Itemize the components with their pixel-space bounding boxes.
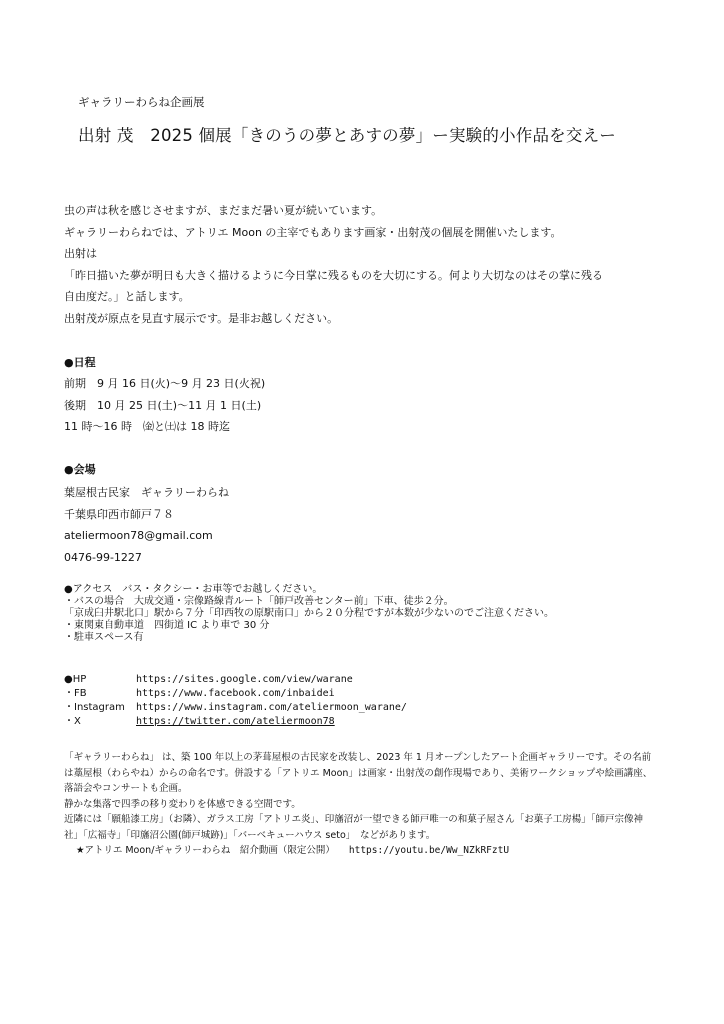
link-row-x	[64, 715, 407, 729]
venue-name: 葉屋根古民家 ギャラリーわらね	[64, 486, 229, 499]
link-label: ・FB	[64, 688, 87, 699]
links-section	[64, 673, 407, 729]
intro-line: 出射は	[64, 247, 97, 260]
hp-link[interactable]: https://sites.google.com/view/warane	[136, 674, 353, 685]
video-line	[64, 843, 664, 859]
schedule-section	[64, 373, 265, 438]
venue-email[interactable]: ateliermoon78@gmail.com	[64, 529, 213, 542]
about-line: 近隣には「願船漆工房」（お隣）、ガラス工房「アトリエ炎」、印旛沼が一望できる師戸唯一の和菓子屋さん「お菓子工房楊」「師戸宗像神	[64, 814, 644, 825]
access-line: ・東関東自動車道 四街道 IC より車で 30 分	[64, 620, 270, 631]
about-section	[64, 750, 664, 859]
schedule-line: 後期 10 月 25 日(土)～11 月 1 日(土)	[64, 398, 262, 412]
about-line: 社」「広福寺」「印旛沼公園(師戸城跡)」「バーベキューハウス seto」 などがあります。	[64, 829, 436, 841]
access-line: ・駐車スペース有	[64, 632, 144, 643]
facebook-link[interactable]: https://www.facebook.com/inbaidei	[136, 688, 335, 699]
link-label: ・Instagram	[64, 702, 125, 713]
intro-line: 出射茂が原点を見直す展示です。是非お越しください。	[64, 311, 339, 325]
schedule-line: 11 時～16 時 ㈮と㈯は 18 時迄	[64, 420, 230, 433]
venue-address: 千葉県印西市師戸７８	[64, 507, 174, 521]
intro-section	[64, 200, 664, 329]
intro-line: 自由度だ。」と話します。	[64, 290, 190, 303]
access-section	[64, 584, 554, 644]
x-link[interactable]: https://twitter.com/ateliermoon78	[136, 716, 335, 727]
link-row-hp	[64, 673, 407, 687]
page-title: 出射 茂 2025 個展「きのうの夢とあすの夢」ー実験的小作品を交えー	[78, 126, 616, 145]
about-line: 静かな集落で四季の移り変わりを体感できる空間です。	[64, 798, 301, 810]
organizer-label: ギャラリーわらね企画展	[78, 95, 205, 109]
schedule-heading: ●日程	[64, 356, 96, 369]
access-line: 「京成臼井駅北口」駅から７分「印西牧の原駅南口」から２０分程ですが本数が少ないのでご注意ください。	[64, 608, 554, 619]
about-line: は藁屋根（わらやね）からの命名です。併設する「アトリエ Moon」は画家・出射茂の創作現場であり、美術ワークショップや絵画講座、	[64, 767, 653, 779]
instagram-link[interactable]: https://www.instagram.com/ateliermoon_warane/	[136, 702, 407, 713]
about-line: 落語会やコンサートも企画。	[64, 783, 188, 794]
video-label: ★アトリエ Moon/ギャラリーわらね 紹介動画（限定公開）	[76, 845, 335, 856]
about-line: 「ギャラリーわらね」 は、築 100 年以上の茅葺屋根の古民家を改装し、2023 年 1 月オープンしたアート企画ギャラリーです。その名前	[64, 752, 652, 763]
intro-line: ギャラリーわらねでは、アトリエ Moon の主宰でもあります画家・出射茂の個展を開催いたします。	[64, 225, 562, 239]
venue-phone: 0476-99-1227	[64, 550, 142, 564]
venue-section	[64, 482, 229, 568]
access-line: ●アクセス バス・タクシー・お車等でお越しください。	[64, 584, 323, 595]
intro-line: 虫の声は秋を感じさせますが、まだまだ暑い夏が続いています。	[64, 204, 383, 217]
video-link[interactable]: https://youtu.be/Ww_NZkRFztU	[348, 845, 510, 856]
schedule-line: 前期 9 月 16 日(火)～9 月 23 日(火祝)	[64, 377, 266, 390]
access-line: ・バスの場合 大成交通・宗像路線青ルート「師戸改善センター前」下車、徒歩２分。	[64, 596, 454, 607]
venue-heading: ●会場	[64, 463, 96, 476]
link-label: ・X	[64, 716, 81, 727]
intro-line: 「昨日描いた夢が明日も大きく描けるように今日掌に残るものを大切にする。何より大切なのはその掌に残る	[64, 268, 603, 282]
link-row-fb	[64, 687, 407, 701]
link-label: ●HP	[64, 674, 87, 685]
link-row-instagram	[64, 701, 407, 715]
